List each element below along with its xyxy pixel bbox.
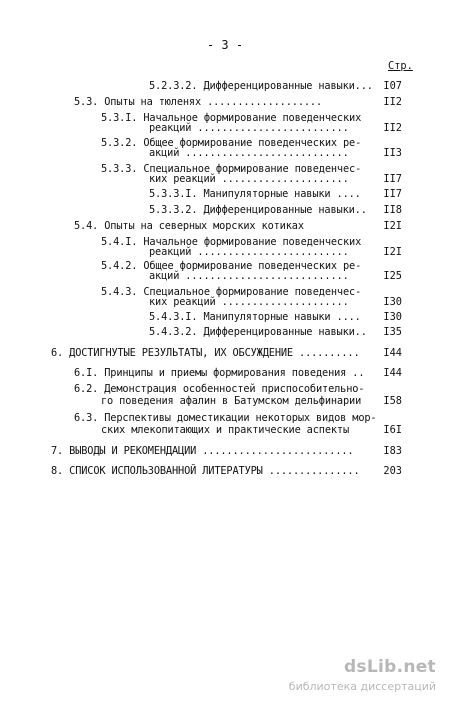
toc-entry-text: 7. ВЫВОДЫ И РЕКОМЕНДАЦИИ ......................... bbox=[51, 445, 354, 457]
toc-entry-text: 5.3.I. Начальное формирование поведенческих bbox=[101, 112, 362, 124]
toc-entry-text: ких реакций ..................... bbox=[149, 296, 349, 308]
toc-entry-text: 6.3. Перспективы доместикации некоторых видов мор- bbox=[74, 412, 377, 424]
page-number: - 3 - bbox=[206, 38, 244, 52]
toc-entry-text: 6.I. Принципы и приемы формирования поведения .. bbox=[74, 367, 365, 379]
toc-entry-page: I25 bbox=[383, 270, 402, 282]
watermark-brand: dsLib.net bbox=[343, 657, 436, 677]
toc-entry-page: II2 bbox=[383, 122, 402, 134]
toc-entry-text: 5.4.3.I. Манипуляторные навыки .... bbox=[149, 311, 361, 323]
toc-entry-page: II2 bbox=[383, 96, 402, 108]
toc-entry-page: II7 bbox=[383, 188, 402, 200]
toc-entry-page: I2I bbox=[383, 220, 402, 232]
toc-entry-page: I44 bbox=[383, 367, 402, 379]
toc-entry-text: 5.4.3.2. Дифференцированные навыки.. bbox=[149, 326, 367, 338]
toc-entry-text: реакций ......................... bbox=[149, 122, 349, 134]
toc-entry-text: 5.4.3. Специальное формирование поведенчес- bbox=[101, 286, 362, 298]
toc-entry-page: I07 bbox=[383, 80, 402, 92]
toc-entry-text: 5.3.3.I. Манипуляторные навыки .... bbox=[149, 188, 361, 200]
toc-entry-text: ких реакций ..................... bbox=[149, 173, 349, 185]
toc-entry-text: 5.4. Опыты на северных морских котиках bbox=[74, 220, 304, 232]
toc-entry-page: I83 bbox=[383, 445, 402, 457]
toc-entry-page: I35 bbox=[383, 326, 402, 338]
toc-entry-page: I44 bbox=[383, 347, 402, 359]
toc-entry-page: I2I bbox=[383, 246, 402, 258]
toc-entry-text: 5.4.2. Общее формирование поведенческих ре- bbox=[101, 260, 362, 272]
toc-entry-text: 5.4.I. Начальное формирование поведенческих bbox=[101, 236, 362, 248]
toc-entry-text: 5.2.3.2. Дифференцированные навыки... bbox=[149, 80, 373, 92]
toc-entry-page: I30 bbox=[383, 311, 402, 323]
toc-entry-page: II8 bbox=[383, 204, 402, 216]
toc-entry-text: 8. СПИСОК ИСПОЛЬЗОВАННОЙ ЛИТЕРАТУРЫ ............... bbox=[51, 465, 360, 477]
toc-entry-text: акций ........................... bbox=[149, 147, 349, 159]
toc-entry-text: 6.2. Демонстрация особенностей приспособительно- bbox=[74, 383, 365, 395]
toc-entry-text: реакций ......................... bbox=[149, 246, 349, 258]
watermark-caption: библиотека диссертаций bbox=[288, 680, 436, 693]
toc-entry-page: I30 bbox=[383, 296, 402, 308]
toc-entry-text: акций ........................... bbox=[149, 270, 349, 282]
page-column-label: Стр. bbox=[388, 60, 413, 72]
toc-entry-text: 5.3.2. Общее формирование поведенческих ре- bbox=[101, 137, 362, 149]
toc-entry-text: 6. ДОСТИГНУТЫЕ РЕЗУЛЬТАТЫ, ИХ ОБСУЖДЕНИЕ .......... bbox=[51, 347, 360, 359]
toc-entry-page: I58 bbox=[383, 395, 402, 407]
toc-entry-page: I6I bbox=[383, 424, 402, 436]
toc-entry-page: II3 bbox=[383, 147, 402, 159]
toc-entry-page: II7 bbox=[383, 173, 402, 185]
toc-entry-text: 5.3.3. Специальное формирование поведенчес- bbox=[101, 163, 362, 175]
toc-entry-text: 5.3. Опыты на тюленях ................... bbox=[74, 96, 323, 108]
toc-entry-text: 5.3.3.2. Дифференцированные навыки.. bbox=[149, 204, 367, 216]
toc-entry-text: ских млекопитающих и практические аспекты bbox=[101, 424, 350, 436]
toc-entry-text: го поведения афалин в Батумском дельфинарии bbox=[101, 395, 362, 407]
toc-entry-page: 203 bbox=[383, 465, 402, 477]
